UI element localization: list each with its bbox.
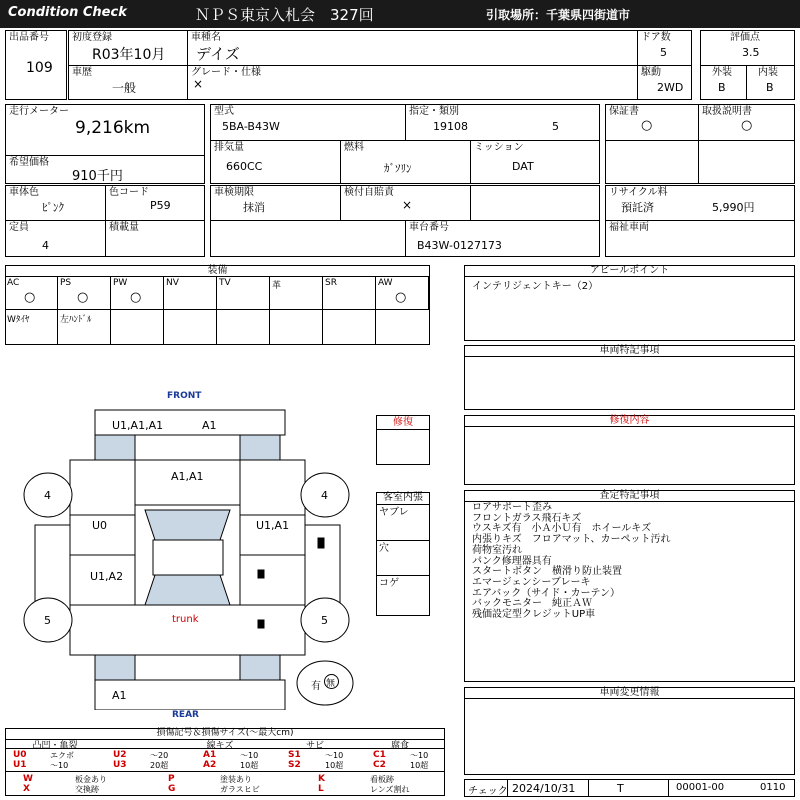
equip-label: AC xyxy=(7,278,20,288)
check-num: 00001-00 xyxy=(676,782,725,793)
wheel-rr: 5 xyxy=(321,614,328,627)
spec-a-value: 19108 xyxy=(433,120,468,133)
legend-sym-text: ガラスヒビ xyxy=(220,785,260,794)
capacity-value: 4 xyxy=(42,239,49,252)
assess-item: エマージェンシーブレーキ xyxy=(472,576,591,588)
equip-label: PS xyxy=(60,278,72,288)
equip-label: SR xyxy=(325,278,337,288)
legend-sym-code: P xyxy=(168,774,175,784)
exterior-value: B xyxy=(718,81,726,94)
legend-sym-text: 交換跡 xyxy=(75,785,99,794)
interior-burn: コゲ xyxy=(379,578,399,589)
car-name-value: デイズ xyxy=(196,45,240,63)
equip-value: ○ xyxy=(24,290,36,305)
assess-item: 残価設定型クレジットUP車 xyxy=(472,609,596,621)
legend-code: S2 xyxy=(288,760,301,770)
spec-b-value: 5 xyxy=(552,120,559,133)
score-value: 3.5 xyxy=(742,46,760,59)
drive-value: 2WD xyxy=(657,81,684,94)
insurance-label: 検付自賠責 xyxy=(344,187,394,198)
interior-label: 内装 xyxy=(758,67,778,78)
assess-item: バックモニター 純正ＡＷ xyxy=(472,598,592,610)
legend-head: 線キズ xyxy=(206,741,234,751)
legend-text: 20超 xyxy=(150,761,169,770)
legend-text: 10超 xyxy=(240,761,259,770)
history-value: 一般 xyxy=(112,81,137,95)
mileage-label: 走行メーター xyxy=(9,106,69,117)
change-title: 車両変更情報 xyxy=(464,687,795,699)
assess-item: フロントガラス飛石キズ xyxy=(472,512,582,524)
legend-title: 損傷記号＆損傷サイズ(～最大cm) xyxy=(5,728,445,740)
door-value: 5 xyxy=(660,46,667,59)
manual-label: 取扱説明書 xyxy=(702,106,752,117)
equip-value: ○ xyxy=(77,290,89,305)
equip-value: ○ xyxy=(130,290,142,305)
model-value: 5BA-B43W xyxy=(222,120,280,133)
recycle-status: 預託済 xyxy=(621,201,654,214)
legend-text: ～10 xyxy=(240,751,259,760)
interior-hole: 穴 xyxy=(379,543,389,554)
equip-cell-row2 xyxy=(217,310,270,345)
interior-tear: ヤブレ xyxy=(379,507,409,518)
legend-text: ～10 xyxy=(410,751,429,760)
legend-code: S1 xyxy=(288,750,301,760)
legend-text: 10超 xyxy=(410,761,429,770)
assess-item: スタートボタン 横滑り防止装置 xyxy=(472,566,622,578)
legend-head: 腐食 xyxy=(390,741,409,751)
dmg-rear-bumper: A1 xyxy=(112,689,127,702)
equip-label: 左ﾊﾝﾄﾞﾙ xyxy=(60,315,92,325)
equip-cell-row2 xyxy=(111,310,164,345)
dmg-roof-right: A1 xyxy=(202,419,217,432)
grade-label: グレード・仕様 xyxy=(191,67,261,78)
color-label: 車体色 xyxy=(9,187,39,198)
grade-value: × xyxy=(193,77,204,91)
price-label: 希望価格 xyxy=(9,157,49,168)
legend-sym-code: X xyxy=(23,784,30,794)
price-value: 910千円 xyxy=(72,169,123,184)
fuel-value: ｶﾞｿﾘﾝ xyxy=(384,162,412,175)
check-num2: 0110 xyxy=(760,782,786,793)
wheel-fr: 4 xyxy=(321,489,328,502)
repair-content-title: 修復内容 xyxy=(464,415,795,427)
insurance-value: × xyxy=(402,198,413,212)
lot-number: 109 xyxy=(26,60,53,76)
fuel-label: 燃料 xyxy=(344,142,364,153)
inspect-label: 車検期限 xyxy=(214,187,254,198)
assess-list xyxy=(472,503,671,621)
legend-text: ～20 xyxy=(150,751,169,760)
legend-sym-text: 塗装あり xyxy=(220,775,252,784)
legend-code: A1 xyxy=(203,750,217,760)
car-name-label: 車種名 xyxy=(191,32,221,43)
legend-code: U0 xyxy=(13,750,27,760)
equip-label: Wﾀｲﾔ xyxy=(7,315,30,325)
equip-cell-row2 xyxy=(164,310,217,345)
color-code-value: P59 xyxy=(150,199,171,212)
assess-title: 査定特記事項 xyxy=(464,490,795,502)
recycle-label: リサイクル料 xyxy=(609,187,668,198)
assess-item: 内張りキズ フロアマット、カーペット汚れ xyxy=(472,534,671,546)
door-label: ドア数 xyxy=(641,32,671,43)
legend-divider xyxy=(5,771,445,772)
equip-label: TV xyxy=(219,278,231,288)
manual-value: ○ xyxy=(741,118,753,133)
welfare-label: 福祉車両 xyxy=(609,222,649,233)
check-label: チェック xyxy=(468,786,508,797)
equip-label: NV xyxy=(166,278,179,288)
pickup-location: 引取場所：千葉県四街道市 xyxy=(486,8,631,22)
mileage-value: 9,216km xyxy=(75,118,151,138)
inspect-value: 抹消 xyxy=(243,201,265,214)
assess-item: ウスキズ有 小Ａ小Ｕ有 ホイールキズ xyxy=(472,523,652,535)
score-label: 評価点 xyxy=(730,32,760,43)
capacity-label: 定員 xyxy=(9,222,29,233)
lot-label: 出品番号 xyxy=(9,32,49,43)
chassis-value: B43W-0127173 xyxy=(417,239,502,252)
appeal-title: アピールポイント xyxy=(464,265,795,277)
condition-check-title: Condition Check xyxy=(8,5,127,20)
wheel-fl: 4 xyxy=(44,489,51,502)
legend-code: C1 xyxy=(373,750,386,760)
legend-text: エクボ xyxy=(50,751,74,760)
legend-text: ～10 xyxy=(50,761,69,770)
exterior-label: 外装 xyxy=(712,67,732,78)
appeal-text: インテリジェントキー（2） xyxy=(472,281,599,292)
legend-sym-code: K xyxy=(318,774,325,784)
legend-sym-text: 板金あり xyxy=(75,775,107,784)
dmg-right-front: U1,A1 xyxy=(256,519,290,532)
dmg-hood: A1,A1 xyxy=(171,470,204,483)
spec-label: 指定・類別 xyxy=(409,106,459,117)
change-box xyxy=(464,687,795,775)
first-reg-value: R03年10月 xyxy=(92,47,166,63)
legend-sym-text: レンズ割れ xyxy=(370,785,410,794)
legend-head: 凸凹・亀裂 xyxy=(32,741,78,751)
legend-code: A2 xyxy=(203,760,217,770)
legend-code: U1 xyxy=(13,760,27,770)
dmg-left-rear: U1,A2 xyxy=(90,570,124,583)
mission-value: DAT xyxy=(512,160,534,173)
color-code-label: 色コード xyxy=(109,187,149,198)
legend-sym-code: L xyxy=(318,784,324,794)
legend-sym-code: W xyxy=(23,774,33,784)
assess-item: ロアサポート歪み xyxy=(472,502,552,513)
legend-code: C2 xyxy=(373,760,386,770)
front-label: FRONT xyxy=(167,391,202,401)
equip-value: ○ xyxy=(395,290,407,305)
assess-item: パンク修理器具有 xyxy=(472,555,552,567)
equip-cell-row2 xyxy=(270,310,323,345)
load-label: 積載量 xyxy=(109,222,139,233)
assess-item: エアバック（サイド・カーテン） xyxy=(472,587,620,599)
recycle-fee: 5,990円 xyxy=(712,201,755,214)
legend-sym-text: 看板跡 xyxy=(370,775,394,784)
spare-label: 有 xyxy=(311,681,321,692)
color-value: ﾋﾟﾝｸ xyxy=(42,201,64,214)
legend-code: U2 xyxy=(113,750,127,760)
interior-title: 客室内張 xyxy=(376,492,430,505)
check-code: T xyxy=(617,782,624,795)
drive-label: 駆動 xyxy=(641,67,661,78)
legend-sym-code: G xyxy=(168,784,176,794)
equipment-title: 装備 xyxy=(5,265,430,277)
legend-head: サビ xyxy=(305,741,324,751)
assess-item: 荷物室汚れ xyxy=(472,544,522,556)
check-date: 2024/10/31 xyxy=(512,782,576,795)
first-reg-label: 初度登録 xyxy=(72,32,112,43)
dmg-roof-left: U1,A1,A1 xyxy=(112,419,164,432)
mission-label: ミッション xyxy=(474,142,524,153)
warranty-label: 保証書 xyxy=(609,106,639,117)
model-label: 型式 xyxy=(214,106,234,117)
legend-text: ～10 xyxy=(325,751,344,760)
interior-value: B xyxy=(766,81,774,94)
auction-title: ＮＰＳ東京入札会 327回 xyxy=(195,6,374,24)
equip-label: AW xyxy=(378,278,393,288)
repair-title: 修復 xyxy=(376,415,430,430)
rear-label: REAR xyxy=(172,710,199,720)
spare-circle-label: 無 xyxy=(326,679,336,689)
warranty-value: ○ xyxy=(641,118,653,133)
legend-text: 10超 xyxy=(325,761,344,770)
legend-code: U3 xyxy=(113,760,127,770)
chassis-label: 車台番号 xyxy=(409,222,449,233)
dmg-left-front: U0 xyxy=(92,519,108,532)
disp-value: 660CC xyxy=(226,160,263,173)
disp-label: 排気量 xyxy=(214,142,244,153)
history-label: 車歴 xyxy=(72,67,92,78)
notes-title: 車両特記事項 xyxy=(464,345,795,357)
wheel-rl: 5 xyxy=(44,614,51,627)
equip-label: PW xyxy=(113,278,128,288)
equip-label: 革 xyxy=(272,281,282,291)
trunk-label: trunk xyxy=(172,614,199,625)
equip-cell-row2 xyxy=(323,310,376,345)
